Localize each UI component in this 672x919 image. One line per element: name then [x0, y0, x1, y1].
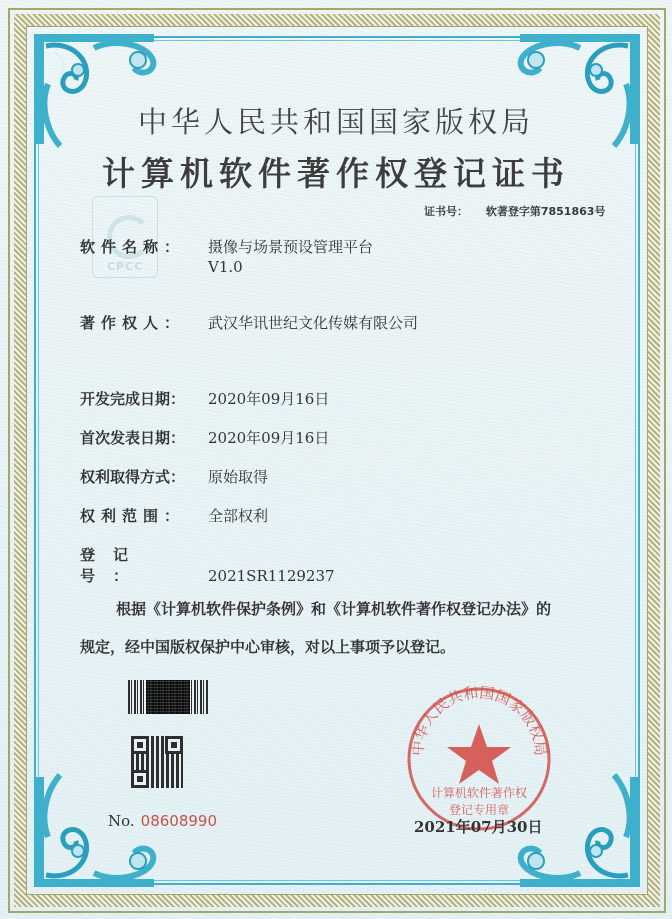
certificate-number — [424, 203, 605, 219]
barcode — [128, 680, 208, 714]
issuing-authority: 中华人民共和国国家版权局 — [137, 105, 534, 139]
official-red-seal — [404, 684, 554, 834]
field-first-publication-date — [80, 427, 329, 448]
field-label: 软件名称： — [80, 238, 186, 256]
legal-statement — [80, 590, 620, 666]
statement-line-1: 根据《计算机软件保护条例》和《计算机软件著作权登记办法》的 — [116, 600, 552, 618]
issue-date: 2021年07月30日 — [414, 818, 543, 836]
serial-value: 08608990 — [140, 812, 218, 830]
field-label: 首次发表日期： — [80, 429, 186, 447]
certificate-title: 计算机软件著作权登记证书 — [102, 154, 570, 193]
field-rights-scope — [80, 505, 268, 526]
svg-text:计算机软件著作权: 计算机软件著作权 — [430, 786, 528, 800]
field-software-name — [80, 236, 373, 257]
field-value: 全部权利 — [208, 507, 269, 525]
field-copyright-owner — [80, 312, 418, 333]
field-value: 原始取得 — [208, 468, 269, 486]
field-label: 权利取得方式： — [80, 468, 186, 486]
field-label: 开发完成日期： — [80, 390, 186, 408]
field-value: 2020年09月16日 — [208, 429, 330, 447]
certificate-number-value: 软著登字第7851863号 — [485, 205, 606, 218]
qr-code — [131, 736, 183, 788]
field-registration-number — [80, 544, 335, 586]
field-completion-date — [80, 388, 329, 409]
svg-text:中华人民共和国国家版权局: 中华人民共和国国家版权局 — [408, 684, 550, 757]
svg-text:登记专用章: 登记专用章 — [448, 803, 510, 817]
field-value: 2020年09月16日 — [208, 390, 330, 408]
field-value: 摄像与场景预设管理平台 — [208, 238, 374, 256]
field-value: 武汉华讯世纪文化传媒有限公司 — [208, 314, 419, 332]
serial-prefix: No. — [108, 812, 135, 830]
field-acquisition-method — [80, 466, 268, 487]
field-label: 登记号： — [80, 546, 147, 585]
field-label: 权利范围： — [80, 507, 186, 525]
certificate-number-label: 证书号： — [424, 205, 468, 218]
software-version: V1.0 — [208, 258, 243, 276]
statement-line-2: 规定，经中国版权保护中心审核，对以上事项予以登记。 — [80, 638, 456, 656]
star-icon — [447, 724, 511, 784]
field-label: 著作权人： — [80, 314, 186, 332]
field-value: 2021SR1129237 — [208, 567, 335, 585]
cpcc-watermark-logo: CPCC — [92, 196, 158, 278]
serial-number — [108, 812, 217, 830]
